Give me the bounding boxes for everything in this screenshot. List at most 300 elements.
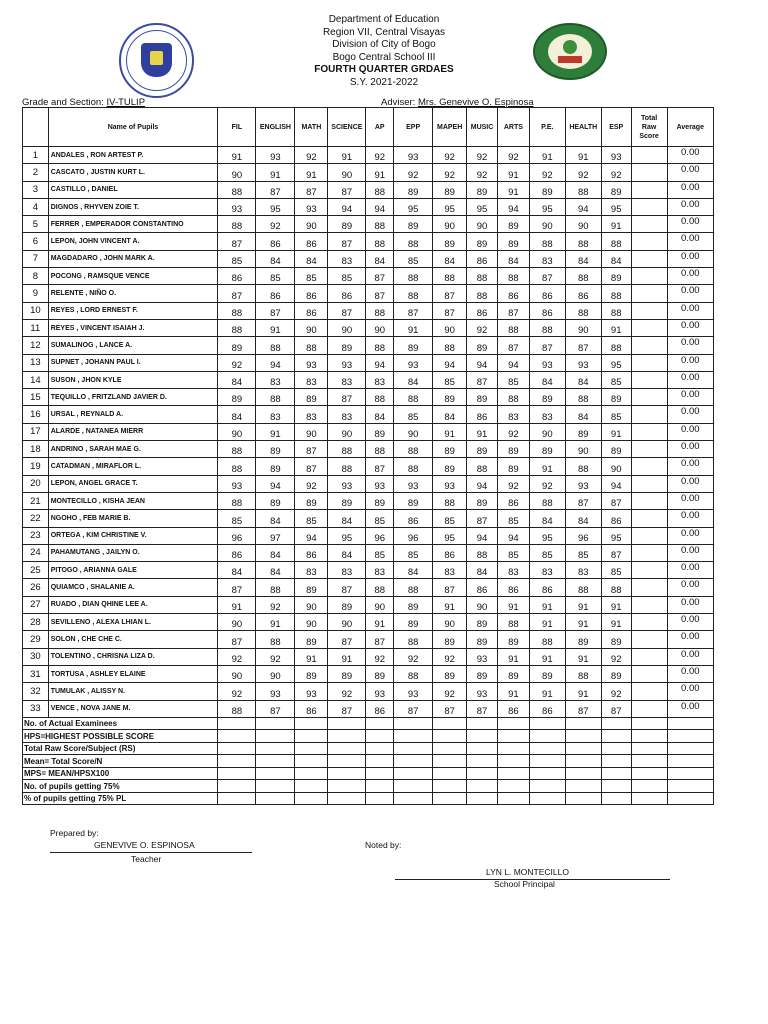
score-music: 89	[467, 181, 498, 198]
table-row	[23, 268, 714, 285]
summary-cell	[295, 755, 328, 768]
score-fil: 87	[218, 579, 256, 596]
pupil-name: LEPON, JOHN VINCENT A.	[48, 233, 218, 250]
score-esp: 88	[601, 302, 631, 319]
score-english: 84	[256, 510, 295, 527]
summary-cell	[366, 755, 394, 768]
score-science: 90	[328, 423, 366, 440]
summary-cell	[529, 730, 565, 743]
summary-cell	[366, 780, 394, 793]
score-pe: 91	[529, 648, 565, 665]
score-pe: 95	[529, 198, 565, 215]
score-pe: 86	[529, 285, 565, 302]
header-total-line3: Score	[639, 132, 659, 140]
score-math: 93	[295, 683, 328, 700]
score-pe: 91	[529, 147, 565, 164]
pupil-number: 19	[23, 458, 49, 475]
score-health: 88	[565, 302, 601, 319]
score-science: 93	[328, 354, 366, 371]
score-fil: 85	[218, 510, 256, 527]
score-arts: 94	[497, 198, 529, 215]
score-health: 88	[565, 579, 601, 596]
score-music: 93	[467, 683, 498, 700]
average: 0.00	[667, 683, 713, 700]
score-pe: 88	[529, 233, 565, 250]
total-raw-score	[631, 147, 667, 164]
score-math: 86	[295, 544, 328, 561]
score-health: 84	[565, 250, 601, 267]
total-raw-score	[631, 181, 667, 198]
summary-cell	[366, 767, 394, 780]
summary-row	[23, 742, 714, 755]
score-english: 89	[256, 492, 295, 509]
adviser-value: Mrs. Genevive O. Espinosa	[417, 97, 534, 108]
score-ap: 91	[366, 614, 394, 631]
score-music: 90	[467, 216, 498, 233]
table-row	[23, 423, 714, 440]
summary-cell	[295, 767, 328, 780]
header-esp: ESP	[601, 108, 631, 147]
score-music: 92	[467, 319, 498, 336]
score-ap: 93	[366, 683, 394, 700]
score-music: 89	[467, 389, 498, 406]
table-row	[23, 354, 714, 371]
summary-cell	[467, 780, 498, 793]
score-epp: 86	[394, 510, 433, 527]
score-science: 84	[328, 510, 366, 527]
pupil-number: 18	[23, 441, 49, 458]
score-health: 87	[565, 492, 601, 509]
header-line-division: Division of City of Bogo	[332, 39, 436, 50]
score-math: 92	[295, 147, 328, 164]
score-esp: 88	[601, 579, 631, 596]
average: 0.00	[667, 510, 713, 527]
summary-cell	[565, 730, 601, 743]
summary-cell	[631, 717, 667, 730]
score-math: 89	[295, 492, 328, 509]
score-science: 83	[328, 250, 366, 267]
score-pe: 86	[529, 579, 565, 596]
table-header-row	[23, 108, 714, 147]
total-raw-score	[631, 683, 667, 700]
score-arts: 86	[497, 579, 529, 596]
pupil-number: 23	[23, 527, 49, 544]
pupil-name: TUMULAK , ALISSY N.	[48, 683, 218, 700]
score-fil: 90	[218, 614, 256, 631]
table-row	[23, 665, 714, 682]
table-row	[23, 216, 714, 233]
summary-cell	[529, 742, 565, 755]
summary-cell	[601, 780, 631, 793]
score-fil: 84	[218, 562, 256, 579]
total-raw-score	[631, 268, 667, 285]
score-fil: 90	[218, 164, 256, 181]
score-fil: 85	[218, 250, 256, 267]
table-row	[23, 285, 714, 302]
score-pe: 83	[529, 562, 565, 579]
summary-cell	[467, 767, 498, 780]
score-arts: 89	[497, 441, 529, 458]
score-mapeh: 87	[433, 285, 467, 302]
score-science: 90	[328, 319, 366, 336]
pupil-number: 28	[23, 614, 49, 631]
score-math: 85	[295, 268, 328, 285]
principal-name: LYN L. MONTECILLO	[486, 867, 569, 877]
score-epp: 85	[394, 544, 433, 561]
score-music: 89	[467, 337, 498, 354]
score-fil: 87	[218, 631, 256, 648]
score-pe: 90	[529, 216, 565, 233]
score-ap: 90	[366, 596, 394, 613]
header-fil: FIL	[218, 108, 256, 147]
score-english: 83	[256, 371, 295, 388]
score-math: 89	[295, 631, 328, 648]
table-row	[23, 700, 714, 717]
score-science: 87	[328, 181, 366, 198]
total-raw-score	[631, 544, 667, 561]
score-math: 86	[295, 700, 328, 717]
score-science: 93	[328, 475, 366, 492]
summary-row	[23, 792, 714, 805]
score-pe: 92	[529, 475, 565, 492]
pupil-number: 11	[23, 319, 49, 336]
average: 0.00	[667, 233, 713, 250]
score-english: 95	[256, 198, 295, 215]
score-arts: 86	[497, 492, 529, 509]
score-mapeh: 92	[433, 648, 467, 665]
average: 0.00	[667, 544, 713, 561]
average: 0.00	[667, 579, 713, 596]
score-mapeh: 92	[433, 147, 467, 164]
score-music: 94	[467, 354, 498, 371]
score-arts: 89	[497, 233, 529, 250]
pupil-name: SUMALINOG , LANCE A.	[48, 337, 218, 354]
score-health: 91	[565, 683, 601, 700]
score-fil: 84	[218, 406, 256, 423]
pupil-name: POCONG , RAMSQUE VENCE	[48, 268, 218, 285]
score-esp: 85	[601, 371, 631, 388]
score-esp: 88	[601, 285, 631, 302]
table-row	[23, 475, 714, 492]
summary-cell	[667, 742, 713, 755]
score-epp: 87	[394, 302, 433, 319]
score-mapeh: 85	[433, 510, 467, 527]
score-science: 91	[328, 648, 366, 665]
score-pe: 91	[529, 614, 565, 631]
score-english: 88	[256, 579, 295, 596]
header-total-raw-score	[631, 108, 667, 147]
score-english: 93	[256, 683, 295, 700]
noted-by-label: Noted by:	[365, 840, 402, 850]
score-fil: 87	[218, 285, 256, 302]
average: 0.00	[667, 216, 713, 233]
header-average: Average	[667, 108, 713, 147]
summary-cell	[256, 767, 295, 780]
pupil-number: 20	[23, 475, 49, 492]
score-math: 90	[295, 614, 328, 631]
summary-label: No. of Actual Examinees	[23, 717, 218, 730]
score-science: 88	[328, 441, 366, 458]
score-math: 86	[295, 233, 328, 250]
summary-cell	[467, 742, 498, 755]
score-health: 87	[565, 700, 601, 717]
header-epp: EPP	[394, 108, 433, 147]
score-english: 84	[256, 544, 295, 561]
score-fil: 87	[218, 233, 256, 250]
summary-cell	[366, 792, 394, 805]
score-arts: 94	[497, 527, 529, 544]
header-arts: ARTS	[497, 108, 529, 147]
pupil-name: CASTILLO , DANIEL	[48, 181, 218, 198]
score-health: 88	[565, 389, 601, 406]
header-number	[23, 108, 49, 147]
score-music: 87	[467, 371, 498, 388]
score-mapeh: 85	[433, 371, 467, 388]
average: 0.00	[667, 648, 713, 665]
summary-cell	[497, 742, 529, 755]
score-health: 91	[565, 596, 601, 613]
score-mapeh: 93	[433, 475, 467, 492]
score-epp: 88	[394, 441, 433, 458]
score-music: 89	[467, 233, 498, 250]
summary-cell	[529, 767, 565, 780]
score-music: 89	[467, 631, 498, 648]
score-math: 93	[295, 354, 328, 371]
table-row	[23, 492, 714, 509]
score-mapeh: 86	[433, 544, 467, 561]
score-math: 90	[295, 423, 328, 440]
score-english: 87	[256, 302, 295, 319]
score-epp: 88	[394, 665, 433, 682]
score-mapeh: 95	[433, 198, 467, 215]
score-pe: 93	[529, 354, 565, 371]
score-health: 86	[565, 285, 601, 302]
pupil-name: PAHAMUTANG , JAILYN O.	[48, 544, 218, 561]
score-epp: 89	[394, 596, 433, 613]
summary-cell	[394, 767, 433, 780]
summary-cell	[565, 792, 601, 805]
score-mapeh: 94	[433, 354, 467, 371]
header-line-region: Region VII, Central Visayas	[322, 26, 446, 38]
average: 0.00	[667, 475, 713, 492]
score-arts: 89	[497, 458, 529, 475]
summary-cell	[328, 792, 366, 805]
score-math: 89	[295, 665, 328, 682]
pupil-number: 27	[23, 596, 49, 613]
score-esp: 88	[601, 337, 631, 354]
score-arts: 84	[497, 250, 529, 267]
score-epp: 89	[394, 614, 433, 631]
pupil-number: 12	[23, 337, 49, 354]
summary-cell	[256, 717, 295, 730]
total-raw-score	[631, 700, 667, 717]
score-health: 89	[565, 631, 601, 648]
pupil-name: ANDALES , RON ARTEST P.	[48, 147, 218, 164]
score-math: 92	[295, 475, 328, 492]
pupil-name: CASCATO , JUSTIN KURT L.	[48, 164, 218, 181]
score-mapeh: 89	[433, 389, 467, 406]
prepared-by-label: Prepared by:	[50, 828, 99, 838]
score-english: 83	[256, 406, 295, 423]
score-mapeh: 89	[433, 631, 467, 648]
summary-cell	[565, 767, 601, 780]
score-esp: 93	[601, 147, 631, 164]
score-mapeh: 95	[433, 527, 467, 544]
pupil-name: RUADO , DIAN QHINE LEE A.	[48, 596, 218, 613]
score-english: 88	[256, 337, 295, 354]
summary-cell	[366, 717, 394, 730]
summary-cell	[497, 767, 529, 780]
score-english: 87	[256, 700, 295, 717]
score-english: 92	[256, 596, 295, 613]
score-pe: 83	[529, 406, 565, 423]
header-health: HEALTH	[565, 108, 601, 147]
score-music: 95	[467, 198, 498, 215]
pupil-number: 26	[23, 579, 49, 596]
summary-cell	[529, 792, 565, 805]
pupil-number: 30	[23, 648, 49, 665]
score-ap: 89	[366, 665, 394, 682]
score-science: 89	[328, 492, 366, 509]
score-science: 88	[328, 458, 366, 475]
score-math: 85	[295, 510, 328, 527]
summary-cell	[467, 792, 498, 805]
score-health: 92	[565, 164, 601, 181]
summary-cell	[601, 755, 631, 768]
grades-table-body	[23, 147, 714, 805]
score-pe: 91	[529, 596, 565, 613]
summary-cell	[467, 730, 498, 743]
summary-cell	[565, 780, 601, 793]
pupil-number: 13	[23, 354, 49, 371]
school-year: S.Y. 2021-2022	[349, 76, 419, 88]
score-english: 89	[256, 441, 295, 458]
summary-label: % of pupils getting 75% PL	[23, 792, 218, 805]
summary-cell	[295, 742, 328, 755]
score-esp: 89	[601, 665, 631, 682]
score-pe: 88	[529, 319, 565, 336]
score-music: 89	[467, 441, 498, 458]
score-arts: 92	[497, 147, 529, 164]
total-raw-score	[631, 441, 667, 458]
average: 0.00	[667, 665, 713, 682]
score-ap: 89	[366, 492, 394, 509]
pupil-number: 4	[23, 198, 49, 215]
average: 0.00	[667, 596, 713, 613]
score-fil: 88	[218, 700, 256, 717]
summary-cell	[467, 717, 498, 730]
score-music: 88	[467, 458, 498, 475]
score-mapeh: 89	[433, 233, 467, 250]
score-ap: 88	[366, 233, 394, 250]
score-epp: 93	[394, 354, 433, 371]
score-ap: 88	[366, 337, 394, 354]
score-esp: 85	[601, 406, 631, 423]
score-epp: 88	[394, 233, 433, 250]
score-esp: 92	[601, 683, 631, 700]
pupil-number: 21	[23, 492, 49, 509]
score-science: 83	[328, 406, 366, 423]
average: 0.00	[667, 164, 713, 181]
header-music: MUSIC	[467, 108, 498, 147]
header-mapeh: MAPEH	[433, 108, 467, 147]
score-english: 94	[256, 475, 295, 492]
pupil-name: SUPNET , JOHANN PAUL I.	[48, 354, 218, 371]
score-music: 92	[467, 164, 498, 181]
score-health: 88	[565, 233, 601, 250]
score-health: 93	[565, 354, 601, 371]
summary-cell	[667, 792, 713, 805]
score-english: 91	[256, 319, 295, 336]
score-pe: 92	[529, 164, 565, 181]
score-english: 92	[256, 648, 295, 665]
score-arts: 91	[497, 181, 529, 198]
score-epp: 84	[394, 562, 433, 579]
pupil-number: 22	[23, 510, 49, 527]
summary-label: Total Raw Score/Subject (RS)	[23, 742, 218, 755]
pupil-name: ORTEGA , KIM CHRISTINE V.	[48, 527, 218, 544]
summary-cell	[394, 717, 433, 730]
grade-section-value: IV-TULIP	[106, 97, 146, 108]
score-arts: 92	[497, 475, 529, 492]
score-fil: 88	[218, 181, 256, 198]
score-mapeh: 90	[433, 319, 467, 336]
score-pe: 89	[529, 181, 565, 198]
summary-cell	[328, 755, 366, 768]
summary-cell	[394, 755, 433, 768]
score-ap: 84	[366, 250, 394, 267]
pupil-number: 14	[23, 371, 49, 388]
table-row	[23, 406, 714, 423]
score-epp: 89	[394, 492, 433, 509]
score-health: 88	[565, 458, 601, 475]
score-science: 95	[328, 527, 366, 544]
score-music: 94	[467, 527, 498, 544]
score-ap: 87	[366, 268, 394, 285]
score-epp: 87	[394, 700, 433, 717]
total-raw-score	[631, 527, 667, 544]
header-name: Name of Pupils	[48, 108, 218, 147]
score-pe: 86	[529, 302, 565, 319]
score-ap: 87	[366, 631, 394, 648]
summary-cell	[256, 792, 295, 805]
score-fil: 86	[218, 544, 256, 561]
summary-cell	[467, 755, 498, 768]
score-mapeh: 88	[433, 337, 467, 354]
score-music: 91	[467, 423, 498, 440]
score-pe: 89	[529, 441, 565, 458]
score-esp: 87	[601, 492, 631, 509]
score-music: 88	[467, 544, 498, 561]
teacher-signature-line	[50, 852, 252, 853]
score-music: 86	[467, 250, 498, 267]
score-science: 90	[328, 164, 366, 181]
score-arts: 94	[497, 354, 529, 371]
score-esp: 89	[601, 268, 631, 285]
score-english: 84	[256, 250, 295, 267]
score-english: 91	[256, 614, 295, 631]
score-health: 84	[565, 371, 601, 388]
score-science: 91	[328, 147, 366, 164]
summary-cell	[256, 742, 295, 755]
score-health: 94	[565, 198, 601, 215]
summary-cell	[497, 717, 529, 730]
summary-cell	[631, 767, 667, 780]
score-english: 91	[256, 164, 295, 181]
summary-cell	[295, 717, 328, 730]
summary-cell	[256, 755, 295, 768]
score-english: 97	[256, 527, 295, 544]
